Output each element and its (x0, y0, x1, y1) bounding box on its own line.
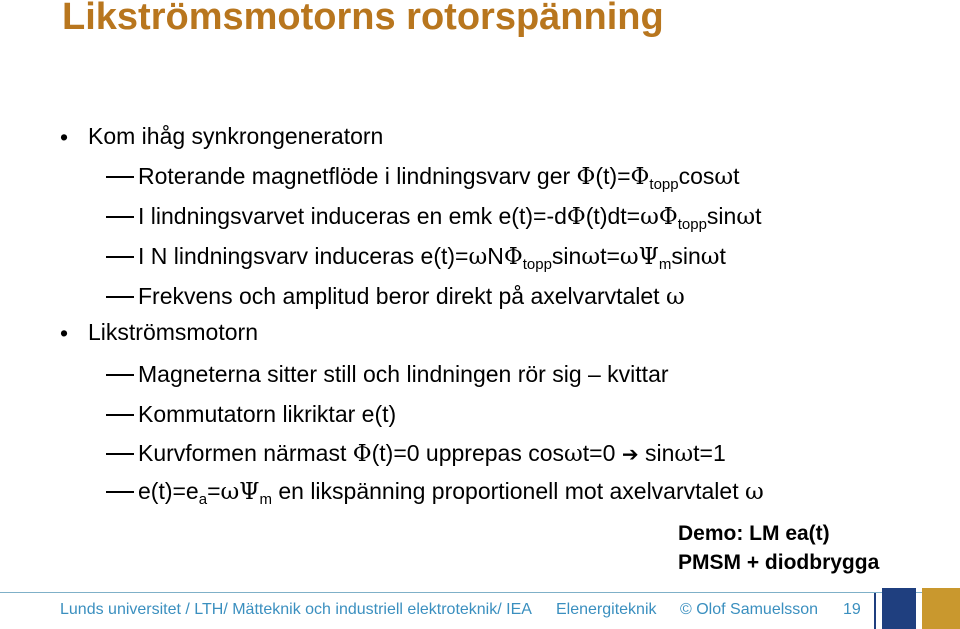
dash-marker (106, 216, 134, 218)
dash-marker (106, 414, 134, 416)
sub-line-5: Magneterna sitter still och lindningen rör sig – kvittar (138, 361, 669, 387)
dash-marker (106, 176, 134, 178)
dash-marker (106, 491, 134, 493)
sub-line-2: I lindningsvarvet induceras en emk $e(t)=-d\Phi(t)dt=\omega\Phi_{topp}\sin\omega t$ (138, 203, 762, 233)
sub-line-7: Kurvformen närmast Φ(t)=0 upprepas cosωt=0 ➔ sinωt=1 (138, 440, 726, 467)
footer-author: © Olof Samuelsson (680, 601, 819, 618)
dash-marker (106, 256, 134, 258)
sub-line-6: Kommutatorn likriktar e(t) (138, 401, 397, 427)
bullet-dot: • (60, 320, 69, 346)
footer-blue-square (882, 588, 916, 629)
footer-page-number: 19 (843, 601, 861, 618)
bullet-dot: • (60, 124, 69, 150)
dash-marker (106, 453, 134, 455)
dash-marker (106, 374, 134, 376)
sub-line-8: $e(t)=e_a=\omega\Psi_m$ en likspänning proportionell mot axelvarvtalet ω (138, 478, 764, 508)
footer-gold-square (922, 588, 960, 629)
dash-marker (106, 296, 134, 298)
bullet-2-text: Likströmsmotorn (88, 319, 258, 345)
sub-line-4: Frekvens och amplitud beror direkt på axelvarvtalet ω (138, 283, 685, 310)
arrow-icon: ➔ (621, 442, 639, 466)
footer-divider (0, 592, 960, 593)
slide-title: Likströmsmotorns rotorspänning (62, 0, 664, 38)
demo-line-2: PMSM + diodbrygga (678, 551, 880, 574)
footer-institution: Lunds universitet / LTH/ Mätteknik och industriell elektroteknik/ IEA (60, 601, 532, 618)
demo-line-1: Demo: LM ea(t) (678, 522, 830, 545)
footer-course: Elenergiteknik (556, 601, 657, 618)
footer-separator (874, 593, 876, 629)
sub-line-3: I N lindningsvarv induceras $e(t)=\omega N\Phi_{topp}\sin\omega t=\omega\Psi_m\sin\omega t$ (138, 243, 726, 273)
bullet-1-text: Kom ihåg synkrongeneratorn (88, 123, 384, 149)
sub-line-1: Roterande magnetflöde i lindningsvarv ger $\Phi(t)=\Phi_{topp}\cos\omega t$ (138, 163, 740, 193)
